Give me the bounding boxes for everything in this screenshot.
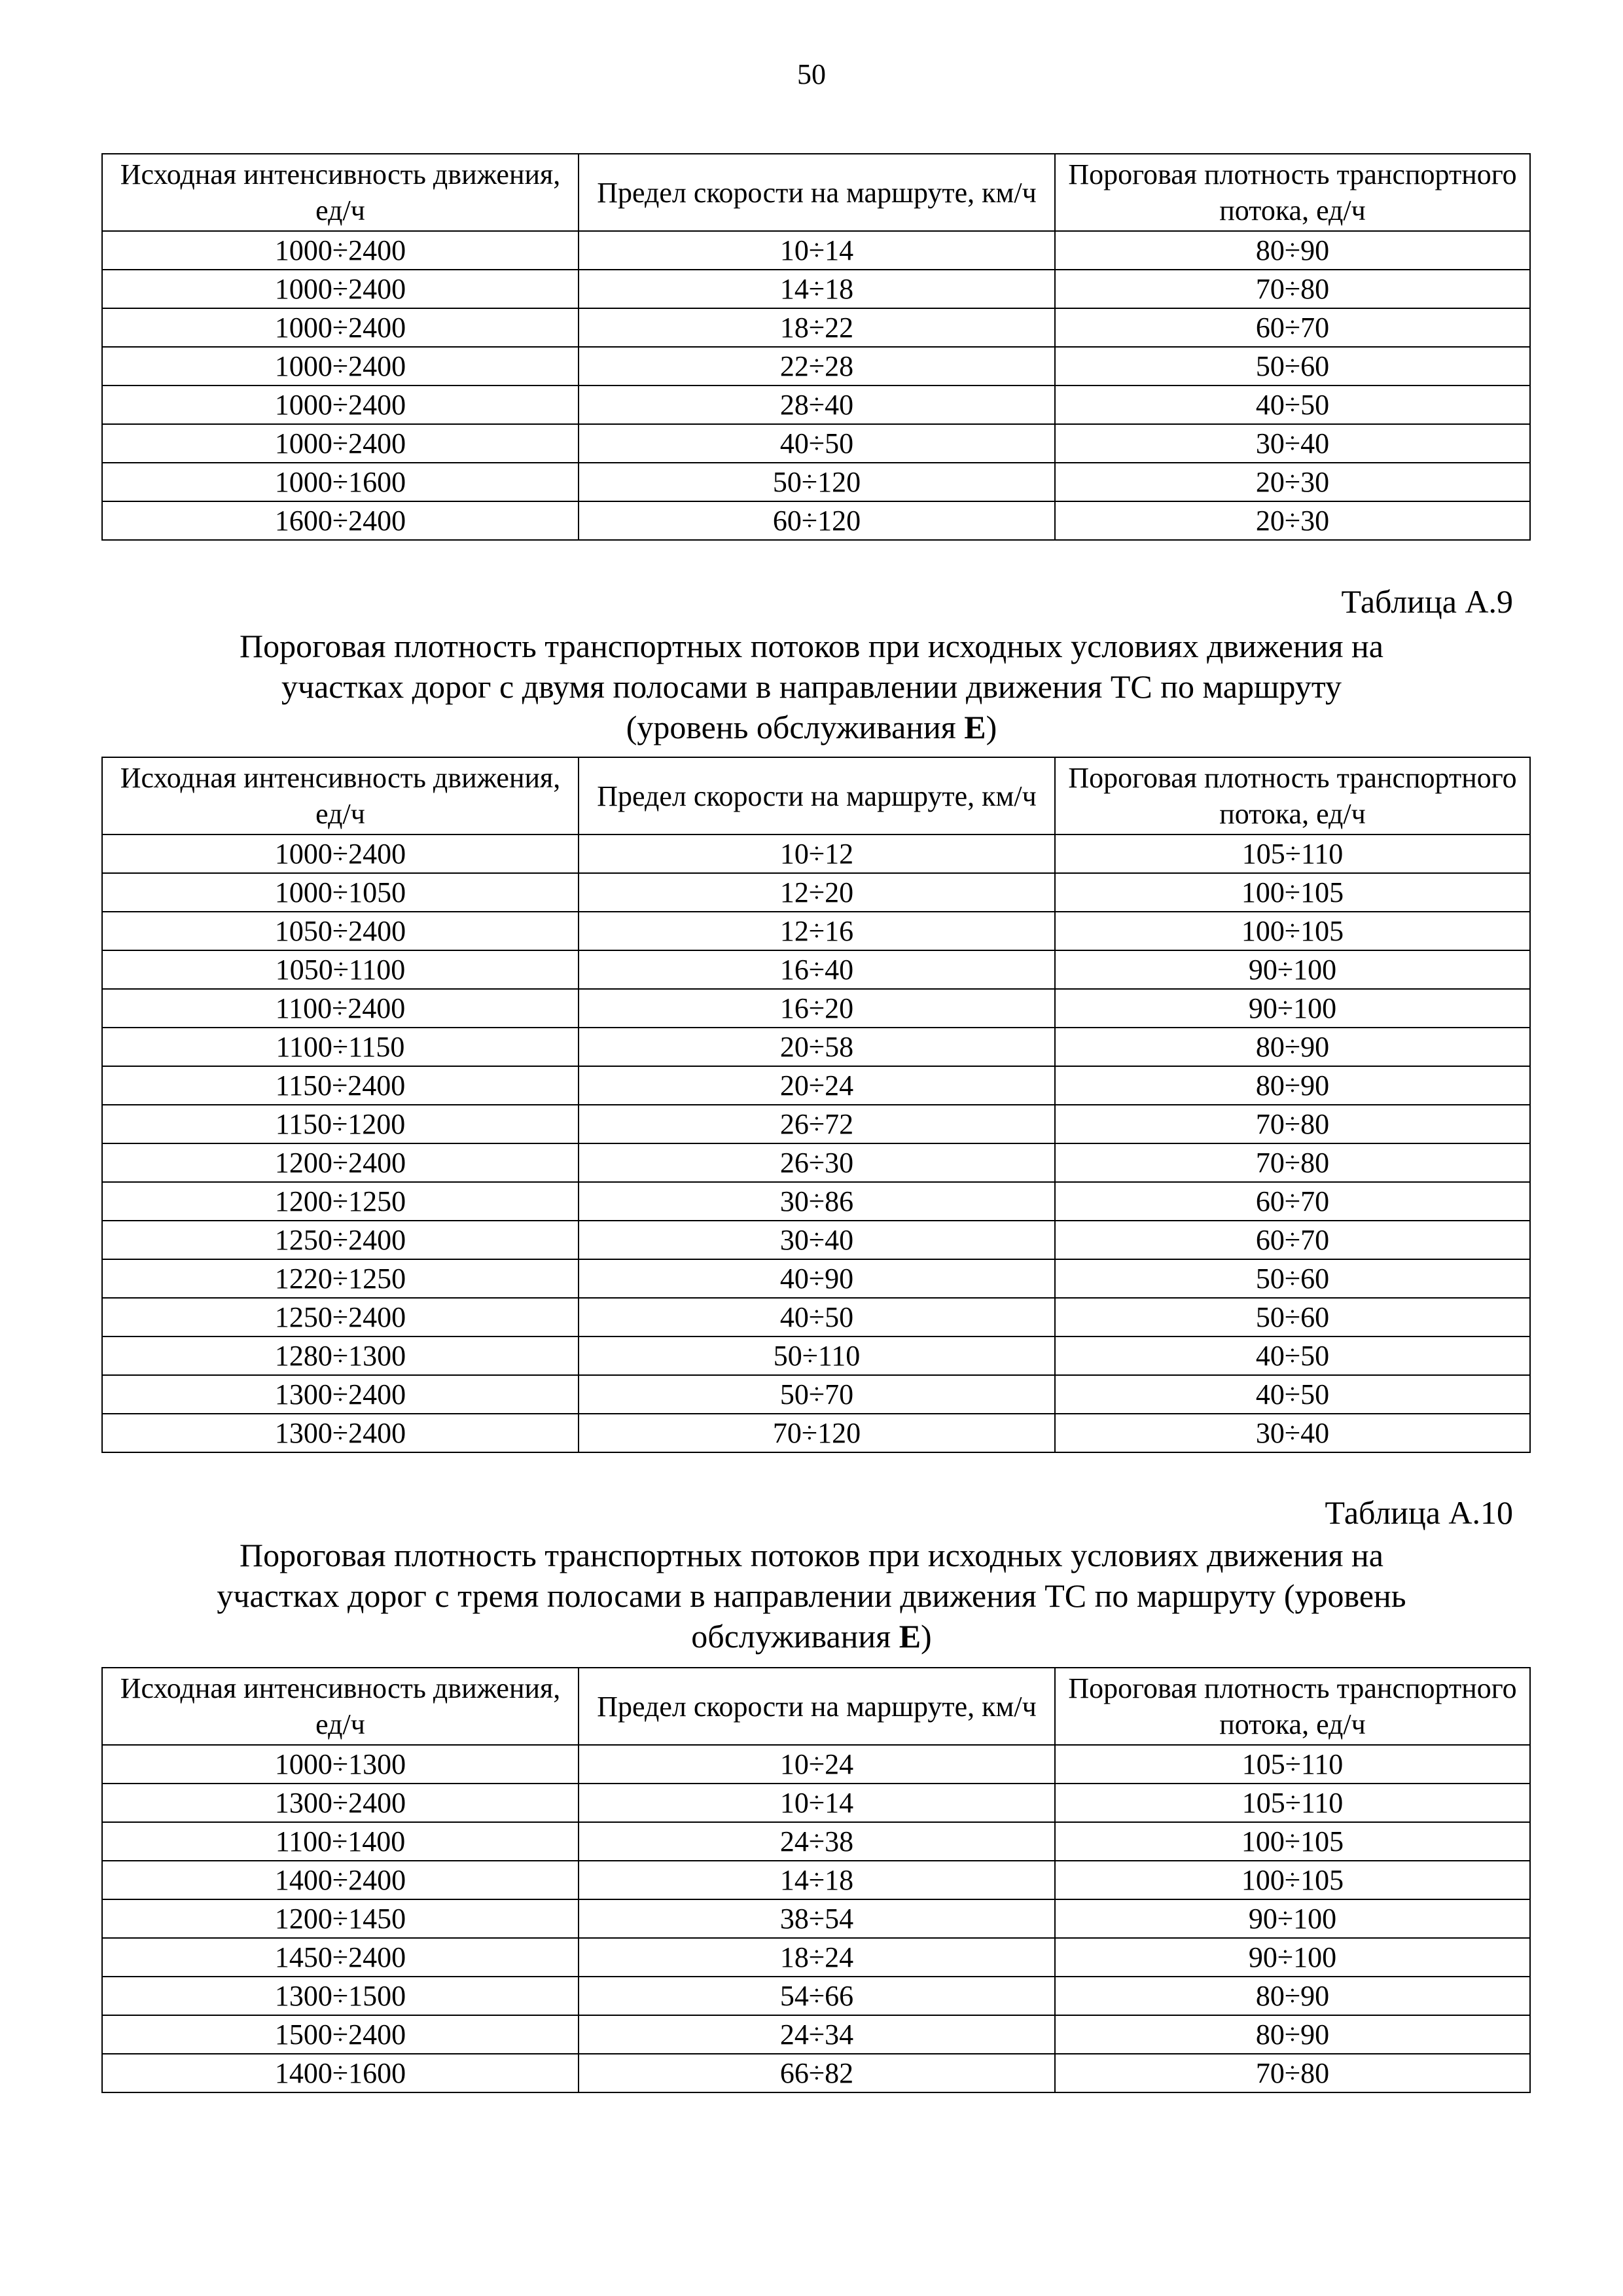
cell-speed-limit: 70÷120 (579, 1414, 1055, 1452)
cell-speed-limit: 40÷90 (579, 1259, 1055, 1298)
table-row (102, 1822, 1530, 1861)
table-row (102, 1414, 1530, 1452)
cell-intensity: 1600÷2400 (102, 501, 579, 540)
cell-threshold-density: 105÷110 (1055, 834, 1530, 873)
cell-speed-limit: 50÷120 (579, 463, 1055, 501)
table-a9-caption (105, 626, 1518, 747)
cell-speed-limit: 66÷82 (579, 2054, 1055, 2092)
cell-intensity: 1250÷2400 (102, 1221, 579, 1259)
cell-intensity: 1000÷1600 (102, 463, 579, 501)
cell-threshold-density: 80÷90 (1055, 231, 1530, 270)
cell-threshold-density: 80÷90 (1055, 2015, 1530, 2054)
cell-intensity: 1300÷1500 (102, 1977, 579, 2015)
table-row (102, 1028, 1530, 1066)
cell-speed-limit: 20÷58 (579, 1028, 1055, 1066)
table-row (102, 989, 1530, 1028)
table-row (102, 1977, 1530, 2015)
cell-intensity: 1000÷2400 (102, 834, 579, 873)
cell-intensity: 1000÷2400 (102, 386, 579, 424)
cell-threshold-density: 90÷100 (1055, 950, 1530, 989)
caption-text: обслуживания (691, 1618, 899, 1655)
cell-intensity: 1400÷2400 (102, 1861, 579, 1899)
caption-line: Пороговая плотность транспортных потоков при исходных условиях движения на (240, 1537, 1383, 1573)
table-row (102, 2015, 1530, 2054)
caption-text: ) (986, 709, 997, 745)
cell-speed-limit: 10÷12 (579, 834, 1055, 873)
header-speed-limit: Предел скорости на маршруте, км/ч (579, 757, 1055, 834)
cell-threshold-density: 20÷30 (1055, 501, 1530, 540)
cell-threshold-density: 70÷80 (1055, 1143, 1530, 1182)
cell-intensity: 1000÷1300 (102, 1745, 579, 1784)
cell-threshold-density: 105÷110 (1055, 1784, 1530, 1822)
cell-speed-limit: 30÷40 (579, 1221, 1055, 1259)
cell-intensity: 1000÷2400 (102, 308, 579, 347)
cell-threshold-density: 70÷80 (1055, 1105, 1530, 1143)
table-header-row (102, 757, 1530, 834)
cell-speed-limit: 28÷40 (579, 386, 1055, 424)
cell-speed-limit: 26÷30 (579, 1143, 1055, 1182)
cell-threshold-density: 100÷105 (1055, 1822, 1530, 1861)
cell-speed-limit: 38÷54 (579, 1899, 1055, 1938)
cell-threshold-density: 40÷50 (1055, 1336, 1530, 1375)
cell-intensity: 1000÷2400 (102, 347, 579, 386)
table-row (102, 834, 1530, 873)
cell-speed-limit: 30÷86 (579, 1182, 1055, 1221)
cell-speed-limit: 16÷20 (579, 989, 1055, 1028)
cell-speed-limit: 50÷110 (579, 1336, 1055, 1375)
service-level: Е (899, 1618, 921, 1655)
cell-threshold-density: 70÷80 (1055, 270, 1530, 308)
cell-threshold-density: 80÷90 (1055, 1066, 1530, 1105)
caption-line (105, 707, 1518, 747)
cell-intensity: 1400÷1600 (102, 2054, 579, 2092)
cell-intensity: 1220÷1250 (102, 1259, 579, 1298)
cell-intensity: 1100÷2400 (102, 989, 579, 1028)
cell-intensity: 1450÷2400 (102, 1938, 579, 1977)
cell-threshold-density: 90÷100 (1055, 989, 1530, 1028)
cell-threshold-density: 105÷110 (1055, 1745, 1530, 1784)
cell-threshold-density: 90÷100 (1055, 1938, 1530, 1977)
table-a10 (101, 1667, 1531, 2093)
cell-speed-limit: 14÷18 (579, 1861, 1055, 1899)
cell-speed-limit: 14÷18 (579, 270, 1055, 308)
table-row (102, 308, 1530, 347)
table-row (102, 2054, 1530, 2092)
cell-speed-limit: 18÷22 (579, 308, 1055, 347)
cell-threshold-density: 100÷105 (1055, 873, 1530, 912)
cell-speed-limit: 10÷14 (579, 231, 1055, 270)
table-header-row (102, 154, 1530, 231)
table-row (102, 950, 1530, 989)
caption-line (105, 1616, 1518, 1657)
cell-intensity: 1200÷1250 (102, 1182, 579, 1221)
table-row (102, 873, 1530, 912)
cell-speed-limit: 26÷72 (579, 1105, 1055, 1143)
table-row (102, 386, 1530, 424)
header-intensity: Исходная интенсивность движения, ед/ч (102, 154, 579, 231)
cell-intensity: 1100÷1400 (102, 1822, 579, 1861)
table-a9-label: Таблица А.9 (1341, 583, 1513, 620)
cell-threshold-density: 60÷70 (1055, 1182, 1530, 1221)
cell-threshold-density: 70÷80 (1055, 2054, 1530, 2092)
cell-threshold-density: 30÷40 (1055, 424, 1530, 463)
cell-intensity: 1000÷2400 (102, 270, 579, 308)
table-row (102, 1298, 1530, 1336)
cell-threshold-density: 30÷40 (1055, 1414, 1530, 1452)
cell-intensity: 1150÷1200 (102, 1105, 579, 1143)
table-continued (101, 153, 1531, 541)
caption-line: участках дорог с тремя полосами в направлении движения ТС по маршруту (уровень (217, 1577, 1406, 1614)
cell-threshold-density: 100÷105 (1055, 1861, 1530, 1899)
table-a10-label: Таблица А.10 (1325, 1494, 1513, 1531)
cell-speed-limit: 12÷16 (579, 912, 1055, 950)
cell-speed-limit: 22÷28 (579, 347, 1055, 386)
cell-speed-limit: 54÷66 (579, 1977, 1055, 2015)
cell-speed-limit: 12÷20 (579, 873, 1055, 912)
cell-speed-limit: 24÷34 (579, 2015, 1055, 2054)
table-a9 (101, 757, 1531, 1453)
table-row (102, 501, 1530, 540)
header-threshold-density: Пороговая плотность транспортного потока, ед/ч (1055, 1668, 1530, 1745)
table-row (102, 1066, 1530, 1105)
cell-intensity: 1500÷2400 (102, 2015, 579, 2054)
table-row (102, 1259, 1530, 1298)
table-row (102, 1105, 1530, 1143)
cell-intensity: 1200÷2400 (102, 1143, 579, 1182)
cell-threshold-density: 80÷90 (1055, 1028, 1530, 1066)
cell-speed-limit: 24÷38 (579, 1822, 1055, 1861)
cell-speed-limit: 10÷24 (579, 1745, 1055, 1784)
table-row (102, 1221, 1530, 1259)
cell-intensity: 1150÷2400 (102, 1066, 579, 1105)
caption-text: (уровень обслуживания (626, 709, 965, 745)
table-row (102, 1143, 1530, 1182)
cell-intensity: 1000÷1050 (102, 873, 579, 912)
header-threshold-density: Пороговая плотность транспортного потока, ед/ч (1055, 757, 1530, 834)
cell-speed-limit: 16÷40 (579, 950, 1055, 989)
cell-speed-limit: 50÷70 (579, 1375, 1055, 1414)
table-row (102, 1336, 1530, 1375)
table-row (102, 1899, 1530, 1938)
cell-intensity: 1300÷2400 (102, 1414, 579, 1452)
header-speed-limit: Предел скорости на маршруте, км/ч (579, 1668, 1055, 1745)
caption-text: ) (921, 1618, 932, 1655)
cell-intensity: 1300÷2400 (102, 1784, 579, 1822)
cell-speed-limit: 40÷50 (579, 424, 1055, 463)
cell-speed-limit: 40÷50 (579, 1298, 1055, 1336)
cell-intensity: 1000÷2400 (102, 231, 579, 270)
page-number: 50 (797, 58, 826, 90)
cell-threshold-density: 40÷50 (1055, 386, 1530, 424)
header-intensity: Исходная интенсивность движения, ед/ч (102, 757, 579, 834)
table-row (102, 270, 1530, 308)
service-level: Е (964, 709, 986, 745)
cell-threshold-density: 50÷60 (1055, 347, 1530, 386)
cell-speed-limit: 10÷14 (579, 1784, 1055, 1822)
table-row (102, 231, 1530, 270)
table-row (102, 1182, 1530, 1221)
cell-speed-limit: 60÷120 (579, 501, 1055, 540)
cell-threshold-density: 60÷70 (1055, 1221, 1530, 1259)
cell-threshold-density: 50÷60 (1055, 1259, 1530, 1298)
cell-speed-limit: 20÷24 (579, 1066, 1055, 1105)
cell-intensity: 1050÷1100 (102, 950, 579, 989)
cell-speed-limit: 18÷24 (579, 1938, 1055, 1977)
cell-intensity: 1300÷2400 (102, 1375, 579, 1414)
table-row (102, 912, 1530, 950)
table-row (102, 424, 1530, 463)
cell-intensity: 1050÷2400 (102, 912, 579, 950)
caption-line: Пороговая плотность транспортных потоков при исходных условиях движения на (240, 628, 1383, 664)
table-row (102, 1745, 1530, 1784)
cell-threshold-density: 100÷105 (1055, 912, 1530, 950)
cell-threshold-density: 80÷90 (1055, 1977, 1530, 2015)
table-row (102, 463, 1530, 501)
table-header-row (102, 1668, 1530, 1745)
table-row (102, 1861, 1530, 1899)
caption-line: участках дорог с двумя полосами в направлении движения ТС по маршруту (281, 668, 1342, 705)
header-speed-limit: Предел скорости на маршруте, км/ч (579, 154, 1055, 231)
cell-threshold-density: 20÷30 (1055, 463, 1530, 501)
cell-threshold-density: 40÷50 (1055, 1375, 1530, 1414)
cell-threshold-density: 50÷60 (1055, 1298, 1530, 1336)
cell-threshold-density: 90÷100 (1055, 1899, 1530, 1938)
table-row (102, 1375, 1530, 1414)
header-threshold-density: Пороговая плотность транспортного потока, ед/ч (1055, 154, 1530, 231)
header-intensity: Исходная интенсивность движения, ед/ч (102, 1668, 579, 1745)
table-row (102, 1784, 1530, 1822)
table-a10-caption (105, 1535, 1518, 1657)
table-row (102, 1938, 1530, 1977)
cell-intensity: 1200÷1450 (102, 1899, 579, 1938)
cell-intensity: 1000÷2400 (102, 424, 579, 463)
cell-intensity: 1280÷1300 (102, 1336, 579, 1375)
cell-intensity: 1250÷2400 (102, 1298, 579, 1336)
cell-threshold-density: 60÷70 (1055, 308, 1530, 347)
table-row (102, 347, 1530, 386)
cell-intensity: 1100÷1150 (102, 1028, 579, 1066)
